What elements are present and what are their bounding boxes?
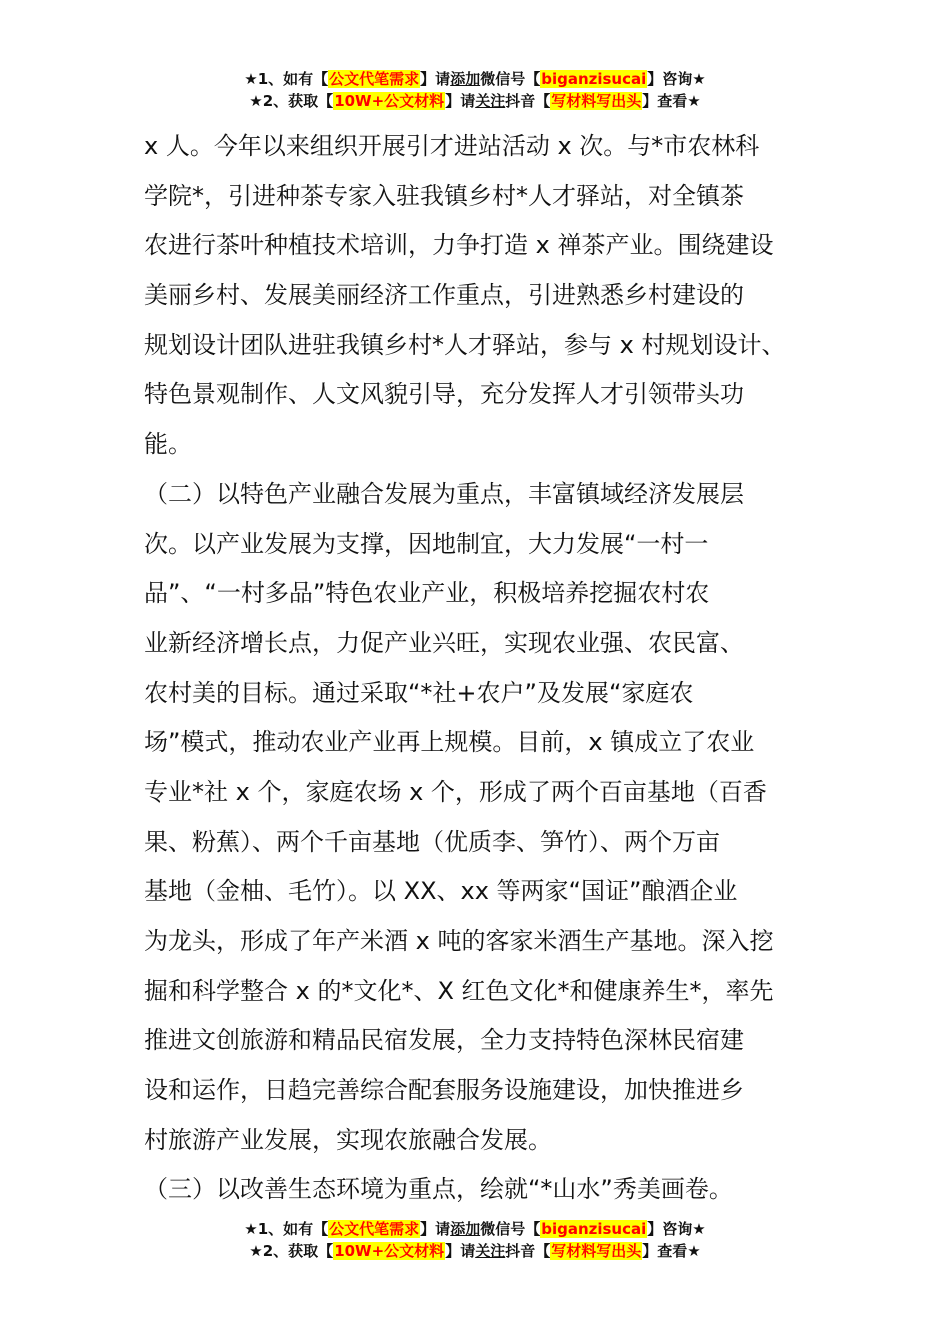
text-line: 规划设计团队进驻我镇乡村*人才驿站，参与 x 村规划设计、 xyxy=(144,330,786,359)
promo-text: 微信号【 xyxy=(480,1220,541,1238)
text-line: 专业*社 x 个，家庭农场 x 个，形成了两个百亩基地（百香 xyxy=(144,777,767,806)
promo-highlight: 10W+公文材料 xyxy=(334,1242,445,1260)
text-line: 能。 xyxy=(144,430,192,459)
text-line: 为龙头，形成了年产米酒 x 吨的客家米酒生产基地。深入挖 xyxy=(144,927,774,955)
header-promo-banner xyxy=(0,68,950,112)
text-line: 业新经济增长点，力促产业兴旺，实现农业强、农民富、 xyxy=(144,628,744,657)
text-line: 特色景观制作、人文风貌引导，充分发挥人才引领带头功 xyxy=(144,380,744,409)
promo-text: 抖音【 xyxy=(505,1242,551,1260)
promo-text: ★1、如有【 xyxy=(244,70,329,88)
promo-text: 抖音【 xyxy=(505,92,551,110)
text-line: 设和运作，日趋完善综合配套服务设施建设，加快推进乡 xyxy=(144,1076,744,1105)
text-line: 掘和科学整合 x 的*文化*、X 红色文化*和健康养生*，率先 xyxy=(144,976,774,1005)
text-line: 品”、“一村多品”特色农业产业，积极培养挖掘农村农 xyxy=(144,579,710,608)
promo-text: 微信号【 xyxy=(480,70,541,88)
promo-text: 】请 xyxy=(445,1242,476,1260)
promo-text: 】请 xyxy=(420,1220,451,1238)
promo-highlight: 10W+公文材料 xyxy=(334,92,445,110)
promo-line-1 xyxy=(0,1218,950,1240)
promo-text: 】查看★ xyxy=(642,1242,701,1260)
promo-highlight: biganzisucai xyxy=(541,70,647,88)
text-line: 基地（金柚、毛竹）。以 XX、xx 等两家“国证”酿酒企业 xyxy=(144,877,738,906)
promo-text: 】请 xyxy=(445,92,476,110)
text-line: x 人。今年以来组织开展引才进站活动 x 次。与*市农林科 xyxy=(144,132,760,160)
promo-text: 】请 xyxy=(420,70,451,88)
promo-text: ★2、获取【 xyxy=(249,92,334,110)
footer-promo-banner xyxy=(0,1218,950,1262)
text-line: 推进文创旅游和精品民宿发展，全力支持特色深林民宿建 xyxy=(144,1026,744,1055)
promo-line-1 xyxy=(0,68,950,90)
promo-emphasis: 添加 xyxy=(450,1220,481,1238)
document-body xyxy=(144,122,824,1215)
text-line: 农村美的目标。通过采取“*社+农户”及发展“家庭农 xyxy=(144,678,694,707)
section-heading-2: （二）以特色产业融合发展为重点，丰富镇域经济发展层 xyxy=(144,479,744,508)
promo-emphasis: 关注 xyxy=(475,1242,506,1260)
promo-emphasis: 添加 xyxy=(450,70,481,88)
promo-highlight: 写材料写出头 xyxy=(551,92,642,110)
text-line: 学院*，引进种茶专家入驻我镇乡村*人才驿站，对全镇茶 xyxy=(144,181,744,210)
promo-text: 】咨询★ xyxy=(647,1220,706,1238)
text-line: 村旅游产业发展，实现农旅融合发展。 xyxy=(144,1125,552,1154)
promo-line-2 xyxy=(0,1240,950,1262)
promo-highlight: biganzisucai xyxy=(541,1220,647,1238)
promo-text: ★2、获取【 xyxy=(249,1242,334,1260)
promo-highlight: 写材料写出头 xyxy=(551,1242,642,1260)
text-line: 次。以产业发展为支撑，因地制宜，大力发展“一村一 xyxy=(144,529,709,558)
promo-text: 】查看★ xyxy=(642,92,701,110)
text-line: 美丽乡村、发展美丽经济工作重点，引进熟悉乡村建设的 xyxy=(144,281,744,310)
promo-line-2 xyxy=(0,90,950,112)
promo-text: ★1、如有【 xyxy=(244,1220,329,1238)
promo-highlight: 公文代笔需求 xyxy=(329,70,420,88)
text-line: 农进行茶叶种植技术培训，力争打造 x 禅茶产业。围绕建设 xyxy=(144,231,774,260)
promo-text: 】咨询★ xyxy=(647,70,706,88)
promo-emphasis: 关注 xyxy=(475,92,506,110)
promo-highlight: 公文代笔需求 xyxy=(329,1220,420,1238)
text-line: 场”模式，推动农业产业再上规模。目前，x 镇成立了农业 xyxy=(144,728,755,757)
text-line: 果、粉蕉）、两个千亩基地（优质李、笋竹）、两个万亩 xyxy=(144,827,720,856)
section-heading-3: （三）以改善生态环境为重点，绘就“*山水”秀美画卷。 xyxy=(144,1175,733,1204)
